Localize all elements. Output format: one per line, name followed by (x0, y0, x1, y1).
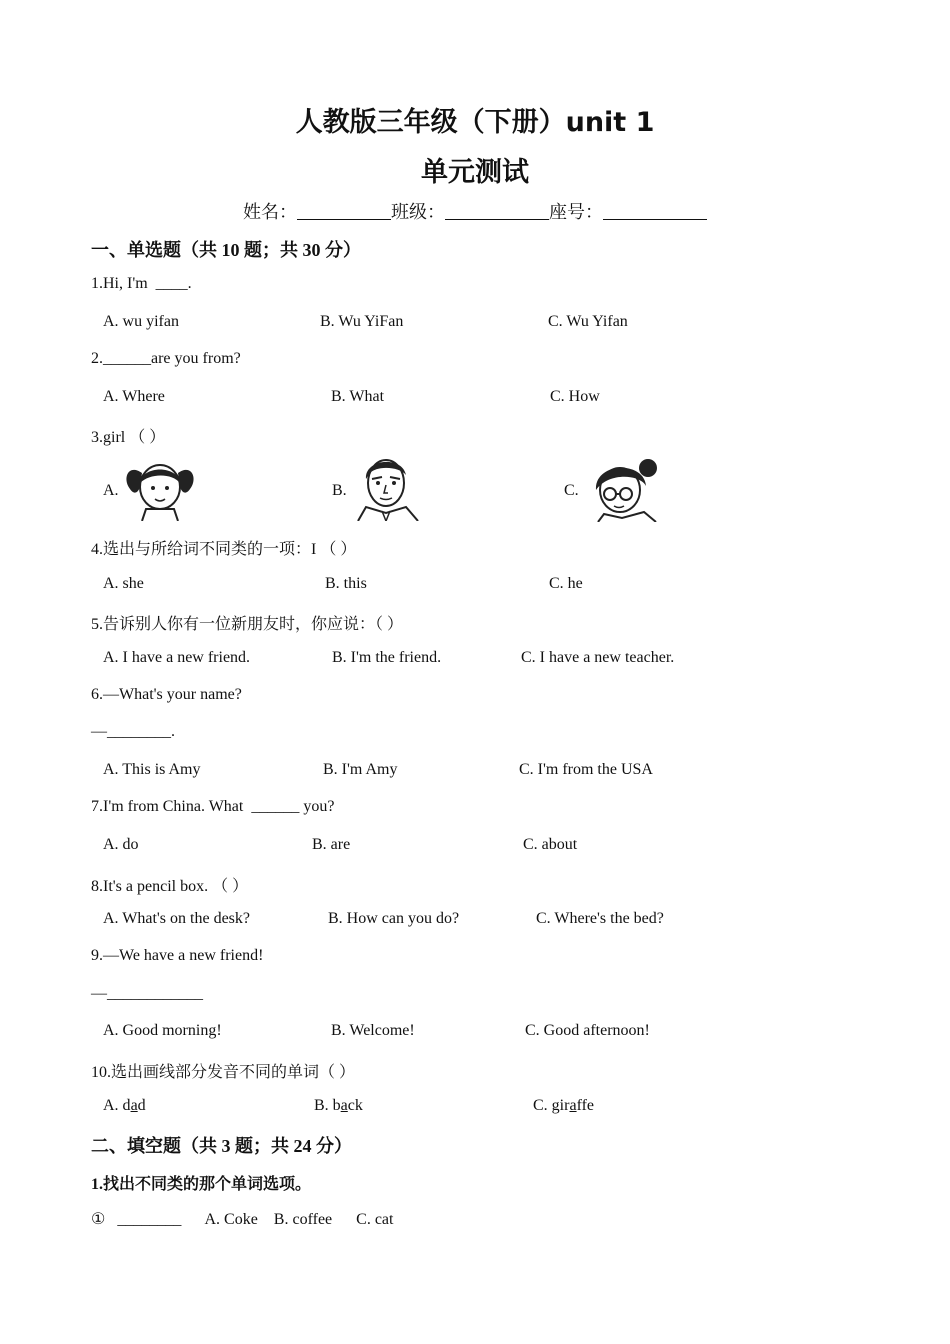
q7-option-c[interactable]: C. about (523, 836, 578, 853)
seat-field[interactable] (603, 201, 707, 220)
class-label: 班级： (391, 202, 445, 222)
q7-option-a[interactable]: A. do (103, 836, 139, 853)
answer-blank: ______ (103, 350, 151, 367)
question-suffix: . (187, 275, 192, 292)
answer-blank: ____ (155, 275, 188, 292)
q8-option-a[interactable]: A. What's on the desk? (103, 910, 250, 927)
underlined-letter: a (569, 1097, 577, 1114)
answer-blank: ________ (107, 723, 171, 740)
woman-with-glasses-picture[interactable] (582, 456, 664, 522)
q4-option-a[interactable]: A. she (103, 575, 144, 592)
q8-option-b[interactable]: B. How can you do? (328, 910, 460, 927)
q5-option-b[interactable]: B. I'm the friend. (332, 649, 442, 666)
q9-option-b[interactable]: B. Welcome! (331, 1022, 415, 1039)
section-2-heading: 二、填空题（共 3 题；共 24 分） (91, 1136, 352, 1156)
option-text: ffe (576, 1097, 595, 1114)
boy-picture[interactable] (348, 453, 430, 521)
fill-question-1-item (91, 1209, 393, 1229)
underlined-letter: a (130, 1097, 138, 1114)
q2-option-c[interactable]: C. How (550, 388, 600, 405)
q9-option-c[interactable]: C. Good afternoon! (525, 1022, 650, 1039)
dash: — (91, 723, 107, 740)
section-1-heading: 一、单选题（共 10 题；共 30 分） (91, 240, 361, 260)
option-text: d (137, 1097, 146, 1114)
question-3: 3.girl （ ） (91, 429, 166, 446)
question-9-answer-line (91, 985, 203, 1003)
question-text: 1.Hi, I'm (91, 275, 148, 292)
q10-option-a[interactable] (103, 1097, 146, 1115)
q3-option-a[interactable]: A. (103, 482, 119, 499)
name-label: 姓名： (243, 202, 297, 222)
q5-option-a[interactable]: A. I have a new friend. (103, 649, 251, 666)
question-10: 10.选出画线部分发音不同的单词（ ） (91, 1064, 356, 1081)
q3-option-b[interactable]: B. (332, 482, 347, 499)
q5-option-c[interactable]: C. I have a new teacher. (521, 649, 675, 666)
girl-picture[interactable] (120, 455, 200, 521)
q7-option-b[interactable]: B. are (312, 836, 351, 853)
question-6: 6.—What's your name? (91, 686, 242, 703)
q6-option-c[interactable]: C. I'm from the USA (519, 761, 653, 778)
q4-option-c[interactable]: C. he (549, 575, 583, 592)
question-7 (91, 798, 334, 816)
underlined-letter: a (340, 1097, 348, 1114)
dash: — (91, 985, 107, 1002)
question-number: 2. (91, 350, 103, 367)
item-number: ① (91, 1211, 106, 1228)
q6-option-a[interactable]: A. This is Amy (103, 761, 201, 778)
question-5: 5.告诉别人你有一位新朋友时，你应说：（ ） (91, 616, 404, 633)
q6-option-b[interactable]: B. I'm Amy (323, 761, 398, 778)
question-text: are you from? (151, 350, 241, 367)
question-6-answer-line (91, 723, 175, 741)
question-2 (91, 350, 241, 368)
option-text: A. d (103, 1097, 131, 1114)
fill1-option-a[interactable]: A. Coke (204, 1211, 258, 1228)
q9-option-a[interactable]: A. Good morning! (103, 1022, 222, 1039)
fill1-option-c[interactable]: C. cat (356, 1211, 394, 1228)
question-8: 8.It's a pencil box. （ ） (91, 878, 249, 895)
q10-option-c[interactable] (533, 1097, 594, 1115)
answer-blank: ____________ (107, 985, 203, 1002)
question-suffix: you? (303, 798, 335, 815)
q3-option-c[interactable]: C. (564, 482, 579, 499)
question-1 (91, 275, 192, 293)
name-field[interactable] (297, 201, 391, 220)
page-subtitle: 单元测试 (421, 157, 529, 188)
page-title: 人教版三年级（下册）unit 1 (295, 107, 655, 138)
option-text: C. gir (533, 1097, 570, 1114)
q1-option-c[interactable]: C. Wu Yifan (548, 313, 628, 330)
option-text: ck (347, 1097, 363, 1114)
q8-option-c[interactable]: C. Where's the bed? (536, 910, 664, 927)
q2-option-a[interactable]: A. Where (103, 388, 165, 405)
answer-blank: ______ (251, 798, 300, 815)
q1-option-a[interactable]: A. wu yifan (103, 313, 179, 330)
question-9: 9.—We have a new friend! (91, 947, 264, 964)
option-text: B. b (314, 1097, 341, 1114)
q4-option-b[interactable]: B. this (325, 575, 367, 592)
period: . (171, 723, 175, 740)
fill-question-1: 1.找出不同类的那个单词选项。 (91, 1176, 312, 1193)
q10-option-b[interactable] (314, 1097, 363, 1115)
q2-option-b[interactable]: B. What (331, 388, 385, 405)
seat-label: 座号： (549, 202, 603, 222)
class-field[interactable] (445, 201, 549, 220)
answer-blank: ________ (117, 1211, 182, 1228)
question-4: 4.选出与所给词不同类的一项：I （ ） (91, 541, 357, 558)
student-info (0, 198, 950, 224)
q1-option-b[interactable]: B. Wu YiFan (320, 313, 404, 330)
fill1-option-b[interactable]: B. coffee (273, 1211, 333, 1228)
question-text: 7.I'm from China. What (91, 798, 244, 815)
